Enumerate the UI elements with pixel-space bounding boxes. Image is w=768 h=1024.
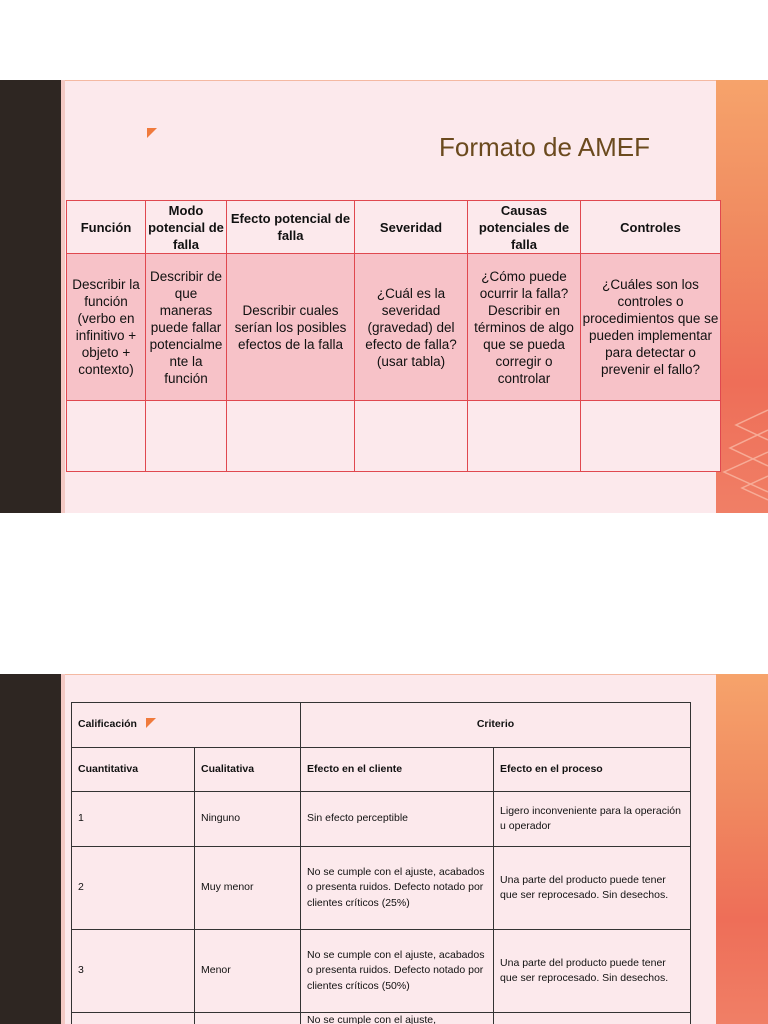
empty-cell xyxy=(468,401,581,472)
cell-efecto-proceso xyxy=(494,1013,691,1024)
subheader-efecto-cliente: Efecto en el cliente xyxy=(301,748,494,792)
right-decoration xyxy=(716,80,768,513)
cell-efecto-cliente: No se cumple con el ajuste, xyxy=(301,1013,494,1024)
table-row xyxy=(72,1013,691,1024)
table-row xyxy=(72,930,691,1013)
empty-cell xyxy=(146,401,227,472)
top-divider xyxy=(65,674,716,675)
bullet-triangle-icon xyxy=(147,128,157,138)
empty-cell xyxy=(67,401,146,472)
cell-cuantitativa: 2 xyxy=(72,847,195,930)
table-row xyxy=(72,847,691,930)
header-modo-potencial: Modo potencial de falla xyxy=(146,201,227,254)
cell-efecto-proceso: Ligero inconveniente para la operación u operador xyxy=(494,792,691,847)
cell-efecto-proceso: Una parte del producto puede tener que ser reprocesado. Sin desechos. xyxy=(494,930,691,1013)
header-efecto-potencial: Efecto potencial de falla xyxy=(227,201,355,254)
header-criterio: Criterio xyxy=(301,703,691,748)
severity-criteria-table xyxy=(71,702,691,1024)
top-divider xyxy=(65,80,716,81)
table-header-row xyxy=(72,703,691,748)
cell-cuantitativa: 1 xyxy=(72,792,195,847)
cell-efecto-proceso: Una parte del producto puede tener que ser reprocesado. Sin desechos. xyxy=(494,847,691,930)
left-edge-strip xyxy=(61,674,65,1024)
desc-modo: Describir de que maneras puede fallar potencialme nte la función xyxy=(146,254,227,401)
cell-cualitativa: Menor xyxy=(195,930,301,1013)
slide-severity-criteria xyxy=(0,674,768,1024)
cell-efecto-cliente: No se cumple con el ajuste, acabados o presenta ruidos. Defecto notado por clientes críticos (50%) xyxy=(301,930,494,1013)
desc-causas: ¿Cómo puede ocurrir la falla? Describir en términos de algo que se pueda corregir o controlar xyxy=(468,254,581,401)
desc-efecto: Describir cuales serían los posibles efectos de la falla xyxy=(227,254,355,401)
table-header-row xyxy=(67,201,721,254)
desc-severidad: ¿Cuál es la severidad (gravedad) del efecto de falla? (usar tabla) xyxy=(355,254,468,401)
left-dark-bar xyxy=(0,674,61,1024)
cell-efecto-cliente: No se cumple con el ajuste, acabados o presenta ruidos. Defecto notado por clientes críticos (25%) xyxy=(301,847,494,930)
slide-amef-format xyxy=(0,80,768,513)
table-subheader-row xyxy=(72,748,691,792)
table-row xyxy=(67,254,721,401)
desc-funcion: Describir la función (verbo en infinitivo + objeto + contexto) xyxy=(67,254,146,401)
cell-cualitativa: Muy menor xyxy=(195,847,301,930)
left-edge-strip xyxy=(61,80,65,513)
table-row xyxy=(67,401,721,472)
right-decoration xyxy=(716,674,768,1024)
header-causas: Causas potenciales de falla xyxy=(468,201,581,254)
subheader-cuantitativa: Cuantitativa xyxy=(72,748,195,792)
header-funcion: Función xyxy=(67,201,146,254)
amef-table xyxy=(66,200,721,472)
empty-cell xyxy=(355,401,468,472)
table-row xyxy=(72,792,691,847)
slide-title: Formato de AMEF xyxy=(439,132,650,162)
left-dark-bar xyxy=(0,80,61,513)
empty-cell xyxy=(227,401,355,472)
subheader-cualitativa: Cualitativa xyxy=(195,748,301,792)
cell-cualitativa: Ninguno xyxy=(195,792,301,847)
cell-cuantitativa: 3 xyxy=(72,930,195,1013)
cell-cualitativa xyxy=(195,1013,301,1024)
header-controles: Controles xyxy=(581,201,721,254)
empty-cell xyxy=(581,401,721,472)
cell-cuantitativa xyxy=(72,1013,195,1024)
header-calificacion xyxy=(72,703,301,748)
desc-controles: ¿Cuáles son los controles o procedimientos que se pueden implementar para detectar o prevenir el fallo? xyxy=(581,254,721,401)
subheader-efecto-proceso: Efecto en el proceso xyxy=(494,748,691,792)
cell-efecto-cliente: Sin efecto perceptible xyxy=(301,792,494,847)
bullet-triangle-icon xyxy=(146,718,156,728)
header-severidad: Severidad xyxy=(355,201,468,254)
header-calificacion-label: Calificación xyxy=(78,718,137,731)
